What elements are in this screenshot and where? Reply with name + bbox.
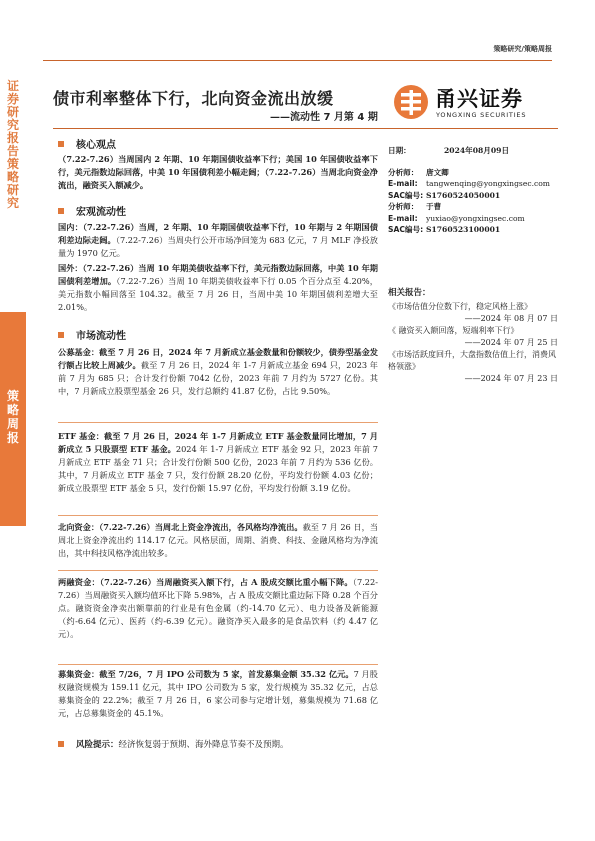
report-info xyxy=(388,145,558,236)
analyst-row xyxy=(388,167,558,179)
paragraph-divider xyxy=(58,664,378,665)
analyst-field-label: E-mail: xyxy=(388,213,418,223)
title-divider xyxy=(53,128,558,129)
related-report-date: ——2024 年 07 月 23 日 xyxy=(464,374,558,383)
company-logo xyxy=(393,82,553,122)
analyst-row xyxy=(388,178,558,190)
related-report-link[interactable]: 《 融资买入额回落，短端利率下行》 xyxy=(388,326,519,335)
section-market-heading: 市场流动性 xyxy=(58,327,126,342)
analyst-field-value: S1760523100001 xyxy=(426,225,501,234)
bullet-square-icon xyxy=(58,208,64,214)
analyst-row xyxy=(388,224,558,236)
macro-foreign: 国外：（7.22-7.26）当周 10 年期美债收益率下行，美元指数边际回落，中美 10 年期国债利差增加。（7.22-7.26）当周 10 年期美债收益率下行 0.05 个百分点至 4.20%，美元指数小幅回落至 104.32。截至 7 月 26 日，当周中美 10 年期国债利差增大至 2.01%。 xyxy=(58,263,378,312)
paragraph-divider xyxy=(58,570,378,571)
analyst-field-value: S1760524050001 xyxy=(426,190,501,200)
related-reports xyxy=(388,286,558,385)
macro-domestic: 国内：（7.22-7.26）当周，2 年期、10 年期国债收益率下行，10 年期与 2 年期国债利差边际走阔。（7.22-7.26）当周央行公开市场净回笼为 683 亿元，7 月 MLF 净投放量为 1970 亿元。 xyxy=(58,222,378,258)
header-divider xyxy=(43,60,552,61)
header-category: 策略研究/策略周报 xyxy=(493,45,552,53)
left-sidebar xyxy=(0,0,26,841)
sidebar-band-text: 策略周报 xyxy=(6,389,19,445)
analyst-row xyxy=(388,213,558,225)
market-mutual-fund: 公募基金：截至 7 月 26 日，2024 年 7 月新成立基金数量和份额较少，债券型基金发行额占比较上周减少。截至 7 月 26 日，2024 年 1-7 月新成立基金 694 只，2023 年前 7 月为 685 只；合计发行份额 7042 亿份，2023 年前 7 月约为 5727 亿份。其中，7 月新成立股票型基金 26 只，发行总额约 41.87 亿份，占比 9.50%。 xyxy=(58,347,378,396)
bullet-square-icon xyxy=(58,141,64,147)
sidebar-category-text: 证券研究报告 策略研究 xyxy=(6,79,19,210)
report-title: 债市利率整体下行，北向资金流出放缓 xyxy=(53,89,334,108)
analyst-field-value: yuxiao@yongxingsec.com xyxy=(426,213,525,223)
related-report-link[interactable]: 《市场活跃度回升，大盘指数估值上行，消费风格领涨》 xyxy=(388,350,556,371)
report-date: 日期： 2024年08月09日 xyxy=(388,146,510,155)
analyst-field-value: 于曹 xyxy=(426,202,442,211)
related-report-link[interactable]: 《市场估值分位数下行，稳定风格上涨》 xyxy=(388,302,532,311)
analyst-field-value: 唐文卿 xyxy=(426,167,449,177)
paragraph-divider xyxy=(58,515,378,516)
section-core-heading: 核心观点 xyxy=(58,136,116,151)
market-northbound: 北向资金：（7.22-7.26）当周北上资金净流出，各风格均净流出。截至 7 月 26 日，当周北上资金净流出约 114.17 亿元。风格层面，周期、消费、科技、金融风格均为净流出，其中科技风格净流出较多。 xyxy=(58,522,378,558)
analyst-field-value: tangwenqing@yongxingsec.com xyxy=(426,179,551,188)
risk-warning: 风险提示：经济恢复弱于预期、海外降息节奏不及预期。 xyxy=(58,738,289,750)
market-etf: ETF 基金：截至 7 月 26 日，2024 年 1-7 月新成立 ETF 基金数量同比增加，7 月新成立 5 只股票型 ETF 基金。2024 年 1-7 月新成立 ETF 基金 92 只，2023 年前 7 月新成立 ETF 基金 71 只；合计发行份额 500 亿份，2023 年前 7 月约为 536 亿份。其中，7 月新成立 ETF 基金 7 只，发行份额 28.20 亿份，平均发行份额 4.03 亿份；新成立股票型 ETF 基金 5 只，发行份额 15.97 亿份，平均发行份额 3.19 亿份。 xyxy=(58,431,378,493)
related-title: 相关报告： xyxy=(388,288,431,298)
analyst-row xyxy=(388,190,558,202)
analyst-list xyxy=(388,167,558,236)
logo-mark-icon xyxy=(393,84,431,120)
report-subtitle: ——流动性 7 月第 4 期 xyxy=(270,112,378,123)
logo-name-cn: 甬兴证券 xyxy=(435,87,523,111)
analyst-field-label: E-mail: xyxy=(388,179,418,188)
analyst-field-label: 分析师： xyxy=(388,202,419,211)
market-margin: 两融资金：（7.22-7.26）当周融资买入额下行，占 A 股成交额比重小幅下降。（7.22-7.26）当周融资买入额均值环比下降 5.98%，占 A 股成交额比重边际下降 0.28 个百分点。融资资金净卖出额靠前的行业是有色金属（约-14.70 亿元）、电力设备及新能源（约-6.64 亿元）、医药（约-6.39 亿元）。融资净买入最多的是食品饮料（约 4.47 亿元）。 xyxy=(58,577,378,639)
analyst-row xyxy=(388,201,558,213)
related-report-date: ——2024 年 07 月 25 日 xyxy=(464,338,558,347)
analyst-field-label: 分析师： xyxy=(388,167,419,177)
core-summary: （7.22-7.26）当周国内 2 年期、10 年期国债收益率下行；美国 10 年国债收益率下行，美元指数边际回落，中美 10 年国债利差小幅走阔；（7.22-7.26）当周北向资金净流出，融资买入额减少。 xyxy=(58,154,378,190)
bullet-square-icon xyxy=(58,741,64,747)
section-macro-heading: 宏观流动性 xyxy=(58,203,126,218)
analyst-field-label: SAC编号: xyxy=(388,225,424,234)
logo-name-en: YONGXING SECURITIES xyxy=(436,111,527,119)
bullet-square-icon xyxy=(58,332,64,338)
related-report-date: ——2024 年 08 月 07 日 xyxy=(464,314,558,323)
paragraph-divider xyxy=(58,422,378,423)
analyst-field-label: SAC编号: xyxy=(388,190,424,200)
market-fundraising: 募集资金：截至 7/26，7 月 IPO 公司数为 5 家，首发募集金额 35.32 亿元。7 月股权融资规模为 159.11 亿元，其中 IPO 公司数为 5 家，发行规模为 35.32 亿元，占总募集资金的 22.2%；截至 7 月 26 日，6 家公司参与定增计划，募集规模为 71.68 亿元，占总募集资金的 45.1%。 xyxy=(58,669,378,718)
